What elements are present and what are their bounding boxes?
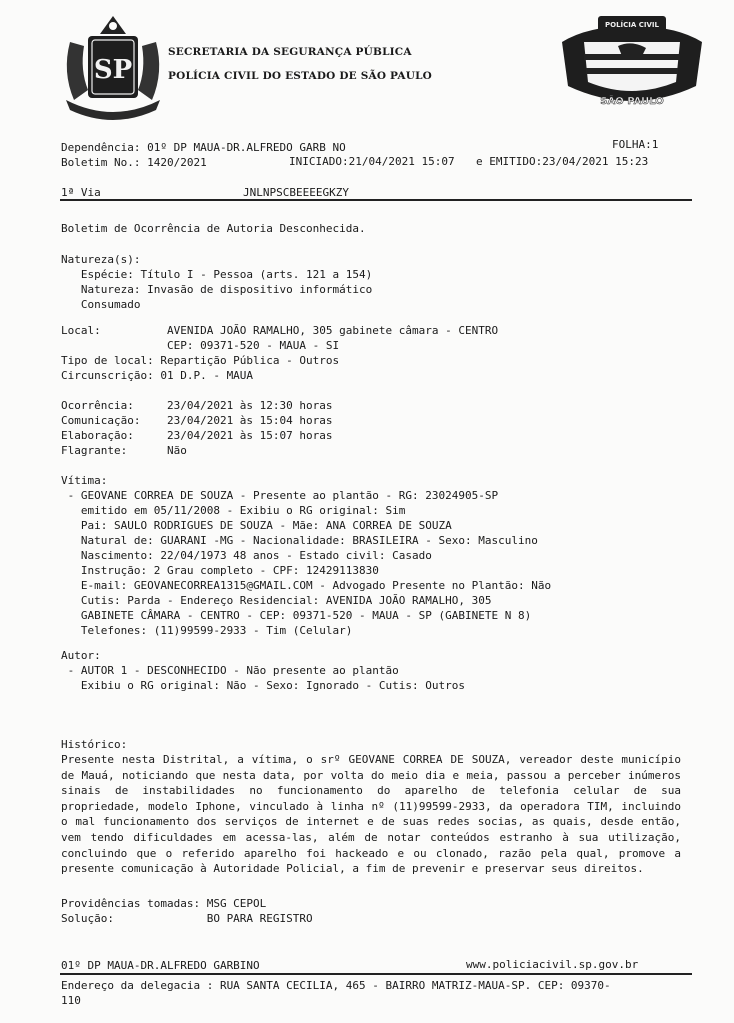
boletim-number: Boletim No.: 1420/2021 [61,156,207,169]
footer-website: www.policiacivil.sp.gov.br [466,958,639,971]
vitima-line: - GEOVANE CORREA DE SOUZA - Presente ao plantão - RG: 23024905-SP [61,489,499,502]
vitima-line: Instrução: 2 Grau completo - CPF: 12429113830 [61,564,379,577]
boletim-type: Boletim de Ocorrência de Autoria Desconhecida. [61,222,366,235]
header-divider [60,199,692,201]
vitima-line: E-mail: GEOVANECORREA1315@GMAIL.COM - Advogado Presente no Plantão: Não [61,579,552,592]
via-label: 1ª Via [61,186,101,199]
footer-address-cont: 110 [61,994,81,1007]
badge-bottom-text: SÃO PAULO [600,96,664,107]
providencias-line: Providências tomadas: MSG CEPOL [61,897,267,910]
badge-top-text: POLÍCIA CIVIL [605,21,659,29]
vitima-line: Pai: SAULO RODRIGUES DE SOUZA - Mãe: ANA CORREA DE SOUZA [61,519,452,532]
natureza-line: Espécie: Título I - Pessoa (arts. 121 a 154) [61,268,373,281]
sp-logo-letters: SP [93,55,133,85]
vitima-line: GABINETE CÂMARA - CENTRO - CEP: 09371-520 - MAUA - SP (GABINETE N 8) [61,609,532,622]
historico-text: Presente nesta Distrital, a vítima, o srº GEOVANE CORREA DE SOUZA, vereador deste município de Mauá, noticiando que nesta data, por volta do meio dia e meia, passou a perceber inúmeros sinais de instabilidades no funcionamento do aparelho de telefonia celular de sua propriedade, modelo Iphone, vinculado à linha nº (11)99599-2933, da operadora TIM, incluindo o mal funcionamento dos serviços de internet e de suas redes socias, as quais, desde então, vem tendo dificuldades em acessa-las, além de notar conteúdos estranho à sua utilização, concluindo que o referido aparelho foi hackeado e ou clonado, razão pela qual, promove a presente comunicação à Autoridade Policial, a fim de prevenir e preservar seus direitos. [61,753,681,876]
policia-civil-badge-logo [558,12,706,112]
vitima-line: emitido em 05/11/2008 - Exibiu o RG original: Sim [61,504,406,517]
local-line: CEP: 09371-520 - MAUA - SI [61,339,340,352]
footer-divider [60,973,692,975]
local-line: Local: AVENIDA JOÃO RAMALHO, 305 gabinete câmara - CENTRO [61,324,499,337]
historico-label: Histórico: [61,738,128,751]
autor-line: - AUTOR 1 - DESCONHECIDO - Não presente ao plantão [61,664,399,677]
natureza-line: Natureza(s): [61,253,141,266]
vitima-line: Telefones: (11)99599-2933 - Tim (Celular) [61,624,353,637]
folha-label: FOLHA:1 [612,138,659,151]
vitima-line: Vítima: [61,474,108,487]
vitima-line: Cutis: Parda - Endereço Residencial: AVENIDA JOÃO RAMALHO, 305 [61,594,492,607]
emitido-timestamp: e EMITIDO:23/04/2021 15:23 [476,155,649,168]
data-line: Ocorrência: 23/04/2021 às 12:30 horas [61,399,333,412]
autor-line: Exibiu o RG original: Não - Sexo: Ignorado - Cutis: Outros [61,679,465,692]
local-line: Circunscrição: 01 D.P. - MAUA [61,369,254,382]
header-policia-civil: POLÍCIA CIVIL DO ESTADO DE SÃO PAULO [168,70,433,82]
header-secretaria: SECRETARIA DA SEGURANÇA PÚBLICA [168,46,412,58]
natureza-line: Consumado [61,298,141,311]
data-line: Comunicação: 23/04/2021 às 15:04 horas [61,414,333,427]
solucao-line: Solução: BO PARA REGISTRO [61,912,313,925]
local-line: Tipo de local: Repartição Pública - Outros [61,354,340,367]
autor-line: Autor: [61,649,101,662]
dependencia-line: Dependência: 01º DP MAUA-DR.ALFREDO GARB NO [61,141,346,154]
data-line: Elaboração: 23/04/2021 às 15:07 horas [61,429,333,442]
footer-address: Endereço da delegacia : RUA SANTA CECILIA, 465 - BAIRRO MATRIZ-MAUA-SP. CEP: 09370- [61,979,611,992]
footer-delegacia: 01º DP MAUA-DR.ALFREDO GARBINO [61,959,260,972]
iniciado-timestamp: INICIADO:21/04/2021 15:07 [289,155,455,168]
sp-coat-of-arms-logo [60,12,166,124]
vitima-line: Nascimento: 22/04/1973 48 anos - Estado civil: Casado [61,549,432,562]
document-code: JNLNPSCBEEEEGKZY [243,186,349,199]
natureza-line: Natureza: Invasão de dispositivo informático [61,283,373,296]
vitima-line: Natural de: GUARANI -MG - Nacionalidade: BRASILEIRA - Sexo: Masculino [61,534,538,547]
data-line: Flagrante: Não [61,444,187,457]
